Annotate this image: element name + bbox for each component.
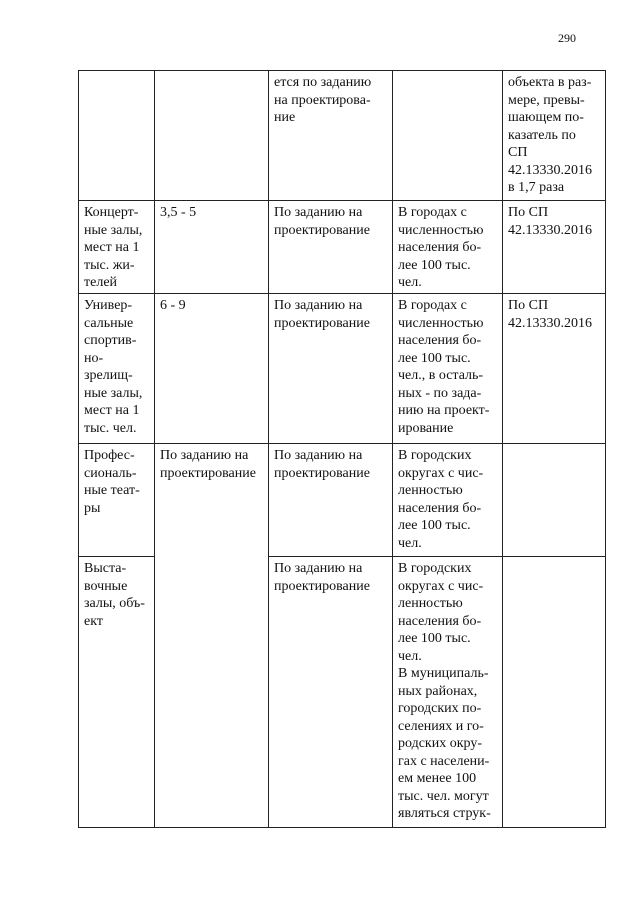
note-cell: По СП 42.13330.2016 — [503, 294, 606, 444]
table-row — [79, 294, 606, 444]
page-number: 290 — [558, 31, 576, 45]
note-cell — [503, 444, 606, 557]
norm-value-cell: 6 - 9 — [155, 294, 269, 444]
condition-cell: В городских округах с чис- ленностью населения бо- лее 100 тыс. чел. — [393, 444, 503, 557]
condition-cell — [393, 71, 503, 201]
note-cell: По СП 42.13330.2016 — [503, 201, 606, 294]
table-row — [79, 71, 606, 201]
placement-cell: ется по заданию на проектирова- ние — [269, 71, 393, 201]
facility-name-cell: Универ- сальные спортив- но- зрелищ- ные залы, мест на 1 тыс. чел. — [79, 294, 155, 444]
note-cell — [503, 557, 606, 828]
table-row — [79, 201, 606, 294]
facility-name-cell: Выста- вочные залы, объ- ект — [79, 557, 155, 828]
norms-table — [78, 70, 606, 828]
placement-cell: По заданию на проектирование — [269, 557, 393, 828]
norm-value-cell — [155, 71, 269, 201]
table-row — [79, 444, 606, 557]
facility-name-cell: Концерт- ные залы, мест на 1 тыс. жи- телей — [79, 201, 155, 294]
note-cell: объекта в раз- мере, превы- шающем по- казатель по СП 42.13330.2016 в 1,7 раза — [503, 71, 606, 201]
placement-cell: По заданию на проектирование — [269, 201, 393, 294]
facility-name-cell: Профес- сиональ- ные теат- ры — [79, 444, 155, 557]
placement-cell: По заданию на проектирование — [269, 444, 393, 557]
placement-cell: По заданию на проектирование — [269, 294, 393, 444]
condition-cell: В городах с численностью населения бо- лее 100 тыс. чел., в осталь- ных - по зада- нию на проект- ирование — [393, 294, 503, 444]
facility-name-cell — [79, 71, 155, 201]
norm-value-cell: 3,5 - 5 — [155, 201, 269, 294]
condition-cell: В городских округах с чис- ленностью населения бо- лее 100 тыс. чел. В муниципаль- ных районах, городских по- селениях и го- родских окру- гах с населени- ем менее 100 тыс. чел. могут являться струк- — [393, 557, 503, 828]
norm-value-cell: По заданию на проектирование — [155, 444, 269, 828]
condition-cell: В городах с численностью населения бо- лее 100 тыс. чел. — [393, 201, 503, 294]
